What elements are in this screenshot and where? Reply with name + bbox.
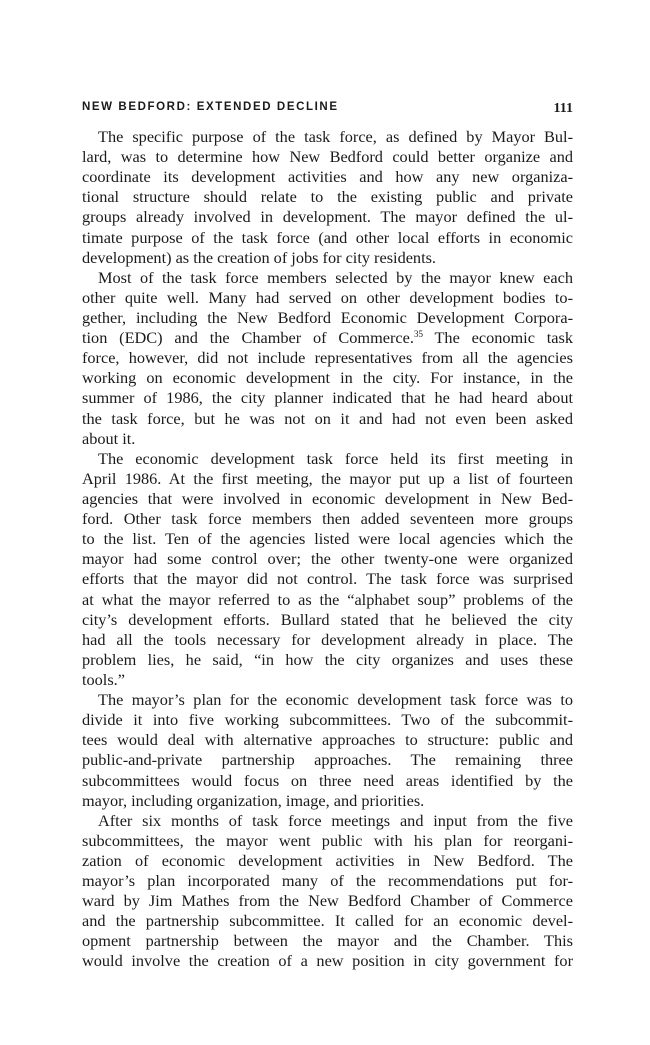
text-line-content: ford. Other task force members then added seventeen more groups bbox=[82, 509, 573, 529]
text-line-content: timate purpose of the task force (and other local efforts in economic bbox=[82, 227, 573, 247]
text-line-content: would involve the creation of a new position in city government for bbox=[82, 951, 573, 971]
text-line bbox=[82, 811, 573, 831]
text-line bbox=[82, 951, 573, 971]
text-line-content: and the partnership subcommittee. It called for an economic devel- bbox=[82, 911, 573, 931]
text-line bbox=[82, 670, 573, 690]
text-line bbox=[82, 409, 573, 429]
text-line-content: tion (EDC) and the Chamber of Commerce. bbox=[82, 328, 414, 348]
text-line bbox=[82, 831, 573, 851]
text-line-content: had all the tools necessary for development already in place. The bbox=[82, 629, 573, 649]
text-line bbox=[82, 630, 573, 650]
text-line-content: gether, including the New Bedford Economic Development Corpora- bbox=[82, 307, 573, 327]
text-line bbox=[82, 569, 573, 589]
text-line-content: mayor, including organization, image, and priorities. bbox=[82, 790, 425, 810]
text-line-content: problem lies, he said, “in how the city organizes and uses these bbox=[82, 649, 573, 669]
text-line-content: to the list. Ten of the agencies listed were local agencies which the bbox=[82, 529, 573, 549]
text-line-content: lard, was to determine how New Bedford could better organize and bbox=[82, 147, 573, 167]
running-head bbox=[82, 101, 573, 117]
text-line bbox=[82, 388, 573, 408]
text-line-content: mayor’s plan incorporated many of the recommendations put for- bbox=[82, 871, 573, 891]
text-line bbox=[82, 891, 573, 911]
text-line bbox=[82, 911, 573, 931]
text-line-content: at what the mayor referred to as the “alphabet soup” problems of the bbox=[82, 589, 573, 609]
text-line bbox=[82, 690, 573, 710]
text-line bbox=[82, 288, 573, 308]
text-line-continuation: The economic task bbox=[422, 328, 573, 348]
text-line bbox=[82, 610, 573, 630]
text-line bbox=[82, 187, 573, 207]
text-line bbox=[82, 730, 573, 750]
body-text bbox=[82, 127, 573, 972]
text-line-content: working on economic development in the city. For instance, in the bbox=[82, 368, 573, 388]
text-line bbox=[82, 509, 573, 529]
text-line-content: development) as the creation of jobs for city residents. bbox=[82, 247, 437, 267]
text-line-content: the task force, but he was not on it and had not even been asked bbox=[82, 408, 573, 428]
text-line-content: ward by Jim Mathes from the New Bedford Chamber of Commerce bbox=[82, 891, 573, 911]
text-line-content: public-and-private partnership approaches. The remaining three bbox=[82, 750, 573, 770]
text-line-content: April 1986. At the first meeting, the mayor put up a list of fourteen bbox=[82, 468, 573, 488]
page-number: 111 bbox=[553, 101, 573, 116]
text-line-content: The mayor’s plan for the economic development task force was to bbox=[98, 690, 573, 710]
text-line bbox=[82, 931, 573, 951]
text-line bbox=[82, 248, 573, 268]
text-line bbox=[82, 127, 573, 147]
text-line-content: tional structure should relate to the existing public and private bbox=[82, 187, 573, 207]
footnote-marker: 35 bbox=[413, 329, 423, 340]
text-line-content: tools.” bbox=[82, 669, 125, 689]
text-line-content: tees would deal with alternative approaches to structure: public and bbox=[82, 730, 573, 750]
text-line bbox=[82, 207, 573, 227]
running-title: NEW BEDFORD: EXTENDED DECLINE bbox=[82, 101, 339, 113]
text-line bbox=[82, 771, 573, 791]
text-line-content: city’s development efforts. Bullard stated that he believed the city bbox=[82, 609, 573, 629]
text-line-content: divide it into five working subcommittees. Two of the subcommit- bbox=[82, 710, 573, 730]
text-line-content: Most of the task force members selected by the mayor knew each bbox=[98, 267, 573, 287]
text-line bbox=[82, 147, 573, 167]
text-line bbox=[82, 228, 573, 248]
text-line bbox=[82, 449, 573, 469]
text-line bbox=[82, 851, 573, 871]
text-line bbox=[82, 328, 573, 348]
text-line bbox=[82, 871, 573, 891]
text-line bbox=[82, 268, 573, 288]
text-line-content: opment partnership between the mayor and the Chamber. This bbox=[82, 931, 573, 951]
text-line-content: agencies that were involved in economic development in New Bed- bbox=[82, 488, 573, 508]
text-line bbox=[82, 348, 573, 368]
text-line bbox=[82, 710, 573, 730]
text-line-content: zation of economic development activities in New Bedford. The bbox=[82, 850, 573, 870]
text-line-content: After six months of task force meetings and input from the five bbox=[98, 810, 573, 830]
text-line-content: other quite well. Many had served on other development bodies to- bbox=[82, 287, 573, 307]
text-line bbox=[82, 308, 573, 328]
text-line bbox=[82, 529, 573, 549]
text-line-content: efforts that the mayor did not control. The task force was surprised bbox=[82, 569, 573, 589]
text-line-content: The specific purpose of the task force, as defined by Mayor Bul- bbox=[98, 127, 573, 146]
text-line bbox=[82, 489, 573, 509]
text-line-content: force, however, did not include representatives from all the agencies bbox=[82, 348, 573, 368]
text-line bbox=[82, 590, 573, 610]
text-line bbox=[82, 368, 573, 388]
text-line-content: subcommittees, the mayor went public with his plan for reorgani- bbox=[82, 830, 573, 850]
text-line bbox=[82, 791, 573, 811]
text-line-content: subcommittees would focus on three need areas identified by the bbox=[82, 770, 573, 790]
text-line-content: The economic development task force held its first meeting in bbox=[98, 448, 573, 468]
text-line-content: summer of 1986, the city planner indicated that he had heard about bbox=[82, 388, 573, 408]
text-line bbox=[82, 469, 573, 489]
text-line-content: coordinate its development activities and how any new organiza- bbox=[82, 167, 573, 187]
text-line bbox=[82, 429, 573, 449]
text-line bbox=[82, 549, 573, 569]
text-line bbox=[82, 750, 573, 770]
text-line-content: mayor had some control over; the other twenty-one were organized bbox=[82, 549, 573, 569]
text-line-content: groups already involved in development. The mayor defined the ul- bbox=[82, 207, 573, 227]
text-line-content: about it. bbox=[82, 428, 136, 448]
text-line bbox=[82, 650, 573, 670]
text-line bbox=[82, 167, 573, 187]
